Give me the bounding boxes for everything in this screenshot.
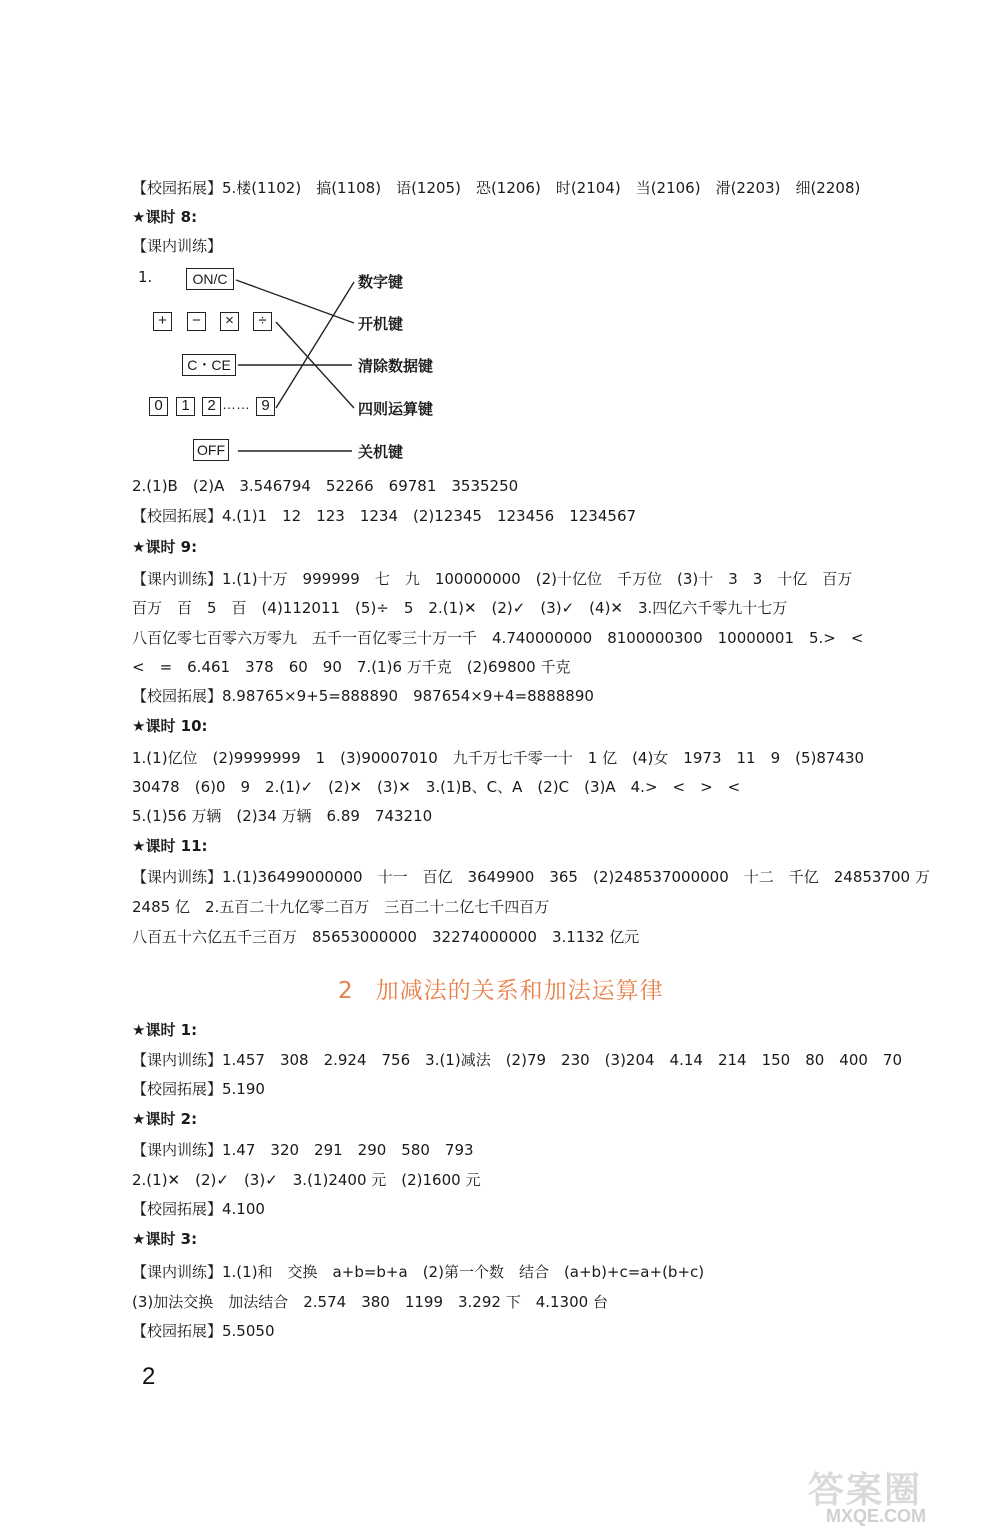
answer-line: 【课内训练】1.(1)十万 999999 七 九 100000000 (2)十亿位 千万位 (3)十 3 3 十亿 百万: [132, 570, 853, 588]
answer-line: 5.(1)56 万辆 (2)34 万辆 6.89 743210: [132, 807, 433, 825]
answer-line: < = 6.461 378 60 90 7.(1)6 万千克 (2)69800 千克: [132, 658, 571, 676]
minus-key: −: [187, 312, 206, 331]
section-label: 【课内训练】: [132, 237, 223, 255]
digit-2-key: 2: [202, 397, 221, 416]
lesson-heading: ★课时 3:: [132, 1230, 198, 1248]
answer-line: 【课内训练】1.(1)36499000000 十一 百亿 3649900 365 (2)248537000000 十二 千亿 24853700 万: [132, 868, 930, 886]
answer-line: 【校园拓展】4.100: [132, 1200, 265, 1218]
answer-line: 2.(1)✕ (2)✓ (3)✓ 3.(1)2400 元 (2)1600 元: [132, 1171, 481, 1189]
lesson-heading: ★课时 1:: [132, 1021, 198, 1039]
lesson-heading: ★课时 10:: [132, 717, 208, 735]
line-digits-to-digit-keys: [276, 282, 354, 408]
lesson-heading: ★课时 8:: [132, 208, 198, 226]
answer-line: 【校园拓展】4.(1)1 12 123 1234 (2)12345 123456 1234567: [132, 507, 637, 525]
answer-line: 【校园拓展】5.楼(1102) 搞(1108) 语(1205) 恐(1206) 时(2104) 当(2106) 滑(2203) 细(2208): [132, 179, 861, 197]
section-title: [338, 972, 664, 1005]
section-number: 2: [338, 978, 354, 1004]
watermark-logo: 答案圈: [808, 1470, 923, 1511]
answer-line: 八百亿零七百零六万零九 五千一百亿零三十万一千 4.740000000 8100000300 10000001 5.> <: [132, 629, 864, 647]
label-arithmetic-keys: 四则运算键: [358, 400, 434, 418]
on-c-key: ON/C: [186, 268, 234, 290]
matching-lines: [0, 0, 1002, 520]
answer-line: 2.(1)B (2)A 3.546794 52266 69781 3535250: [132, 477, 519, 495]
answer-line: 30478 (6)0 9 2.(1)✓ (2)✕ (3)✕ 3.(1)B、C、A (2)C (3)A 4.> < > <: [132, 778, 741, 796]
answer-line: 百万 百 5 百 (4)112011 (5)÷ 5 2.(1)✕ (2)✓ (3)✓ (4)✕ 3.四亿六千零九十七万: [132, 599, 788, 617]
lesson-heading: ★课时 2:: [132, 1110, 198, 1128]
label-digit-keys: 数字键: [358, 273, 404, 291]
digit-9-key: 9: [256, 397, 275, 416]
label-power-off-key: 关机键: [358, 443, 404, 461]
c-ce-key: C・CE: [182, 354, 236, 376]
plus-key: +: [153, 312, 172, 331]
times-key: ×: [220, 312, 239, 331]
lesson-heading: ★课时 9:: [132, 538, 198, 556]
digit-1-key: 1: [176, 397, 195, 416]
answer-line: 1.(1)亿位 (2)9999999 1 (3)90007010 九千万七千零一十 1 亿 (4)女 1973 11 9 (5)87430: [132, 749, 865, 767]
answer-line: (3)加法交换 加法结合 2.574 380 1199 3.292 下 4.1300 台: [132, 1293, 608, 1311]
answer-line: 【课内训练】1.(1)和 交换 a+b=b+a (2)第一个数 结合 (a+b)+c=a+(b+c): [132, 1263, 705, 1281]
digit-0-key: 0: [149, 397, 168, 416]
off-key: OFF: [193, 439, 229, 461]
answer-line: 【课内训练】1.47 320 291 290 580 793: [132, 1141, 474, 1159]
section-title-text: 加减法的关系和加法运算律: [375, 978, 664, 1004]
answer-line: 【课内训练】1.457 308 2.924 756 3.(1)减法 (2)79 230 (3)204 4.14 214 150 80 400 70: [132, 1051, 903, 1069]
label-clear-key: 清除数据键: [358, 357, 434, 375]
divide-key: ÷: [253, 312, 272, 331]
answer-line: 【校园拓展】8.98765×9+5=888890 987654×9+4=8888890: [132, 687, 594, 705]
page-number: 2: [142, 1363, 156, 1390]
answer-line: 2485 亿 2.五百二十九亿零二百万 三百二十二亿七千四百万: [132, 898, 550, 916]
answer-line: 【校园拓展】5.5050: [132, 1322, 275, 1340]
item-number: 1.: [138, 268, 153, 286]
lesson-heading: ★课时 11:: [132, 837, 208, 855]
line-on-c-to-power-on: [236, 280, 354, 323]
answer-line: 【校园拓展】5.190: [132, 1080, 265, 1098]
label-power-on-key: 开机键: [358, 315, 404, 333]
watermark-url: MXQE.COM: [826, 1506, 927, 1526]
ellipsis: ……: [222, 396, 250, 412]
answer-line: 八百五十六亿五千三百万 85653000000 32274000000 3.1132 亿元: [132, 928, 640, 946]
